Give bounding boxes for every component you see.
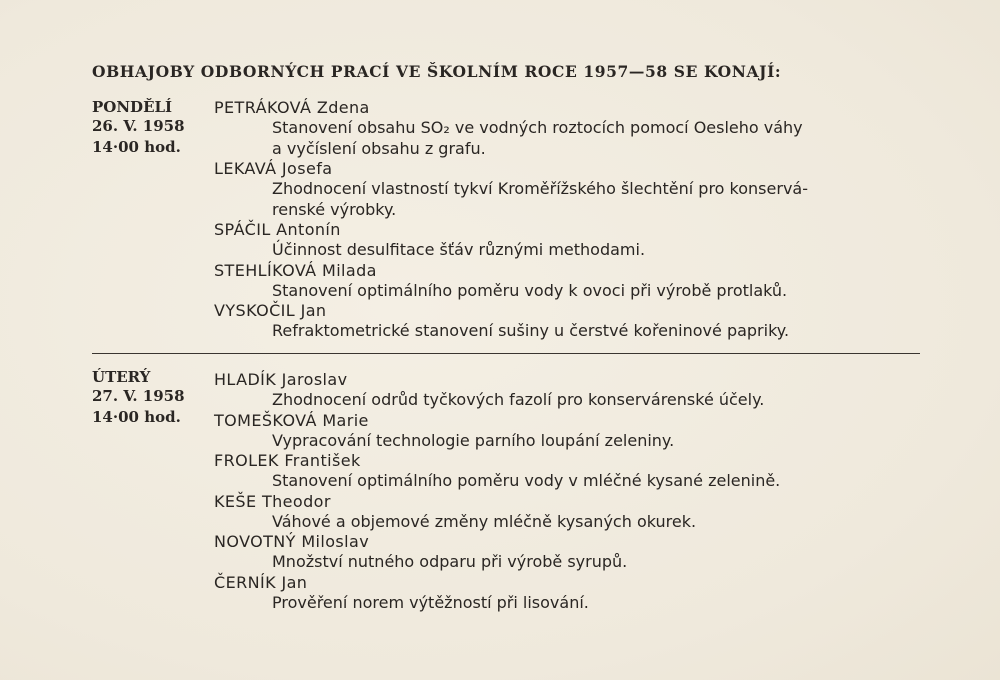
thesis-topic-line: Váhové a objemové změny mléčně kysaných okurek. [272, 511, 697, 531]
session-monday-entries [214, 98, 934, 342]
student-name: STEHLÍKOVÁ Milada [214, 260, 377, 280]
list-item [214, 98, 934, 159]
thesis-topic-line: Zhodnocení odrůd tyčkových fazolí pro konservárenské účely. [272, 390, 765, 409]
thesis-topic-line: Prověření norem výtěžností při lisování. [272, 592, 589, 612]
thesis-topic-line: renské výrobky. [272, 199, 397, 219]
session-time: 14·00 hod. [92, 408, 181, 426]
list-item [214, 492, 934, 533]
thesis-topic-line: Stanovení optimálního poměru vody k ovoci při výrobě protlaků. [272, 280, 788, 300]
list-item [214, 451, 934, 492]
list-item [214, 573, 934, 614]
list-item [214, 532, 934, 573]
student-name: SPÁČIL Antonín [214, 220, 341, 239]
student-name: NOVOTNÝ Miloslav [214, 532, 370, 551]
thesis-topic-line: Stanovení optimálního poměru vody v mléčné kysané zelenině. [272, 471, 781, 490]
session-monday-header [92, 98, 185, 157]
student-name: LEKAVÁ Josefa [214, 159, 333, 178]
session-date: 27. V. 1958 [92, 387, 185, 405]
student-name: TOMEŠKOVÁ Marie [214, 410, 369, 430]
thesis-topic-line: Účinnost desulfitace šťáv různými methodami. [272, 240, 646, 259]
list-item [214, 301, 934, 342]
thesis-topic-line: Množství nutného odparu při výrobě syrupů. [272, 552, 628, 571]
section-divider [92, 353, 920, 354]
session-day: ÚTERÝ [92, 368, 151, 386]
session-day: PONDĚLÍ [92, 98, 173, 116]
session-date: 26. V. 1958 [92, 117, 185, 135]
thesis-topic-line: Vypracování technologie parního loupání zeleniny. [272, 430, 675, 450]
thesis-topic-line: Stanovení obsahu SO₂ ve vodných roztocích pomocí Oesleho váhy [272, 118, 803, 137]
student-name: ČERNÍK Jan [214, 572, 308, 592]
student-name: PETRÁKOVÁ Zdena [214, 98, 370, 117]
student-name: FROLEK František [214, 451, 361, 470]
student-name: HLADÍK Jaroslav [214, 370, 348, 389]
list-item [214, 411, 934, 452]
thesis-topic-line: Zhodnocení vlastností tykví Kroměřížského šlechtění pro konservá- [272, 179, 808, 198]
thesis-topic-line: Refraktometrické stanovení sušiny u čerstvé kořeninové papriky. [272, 321, 790, 340]
list-item [214, 261, 934, 302]
list-item [214, 159, 934, 220]
list-item [214, 220, 934, 261]
list-item [214, 370, 934, 411]
student-name: VYSKOČIL Jan [214, 301, 327, 320]
session-time: 14·00 hod. [92, 138, 181, 156]
page-title: OBHAJOBY ODBORNÝCH PRACÍ VE ŠKOLNÍM ROCE 1957—58 SE KONAJÍ: [92, 62, 782, 81]
session-tuesday-header [92, 368, 185, 427]
student-name: KEŠE Theodor [214, 491, 331, 511]
thesis-topic-line: a vyčíslení obsahu z grafu. [272, 138, 486, 158]
session-tuesday-entries [214, 370, 934, 613]
